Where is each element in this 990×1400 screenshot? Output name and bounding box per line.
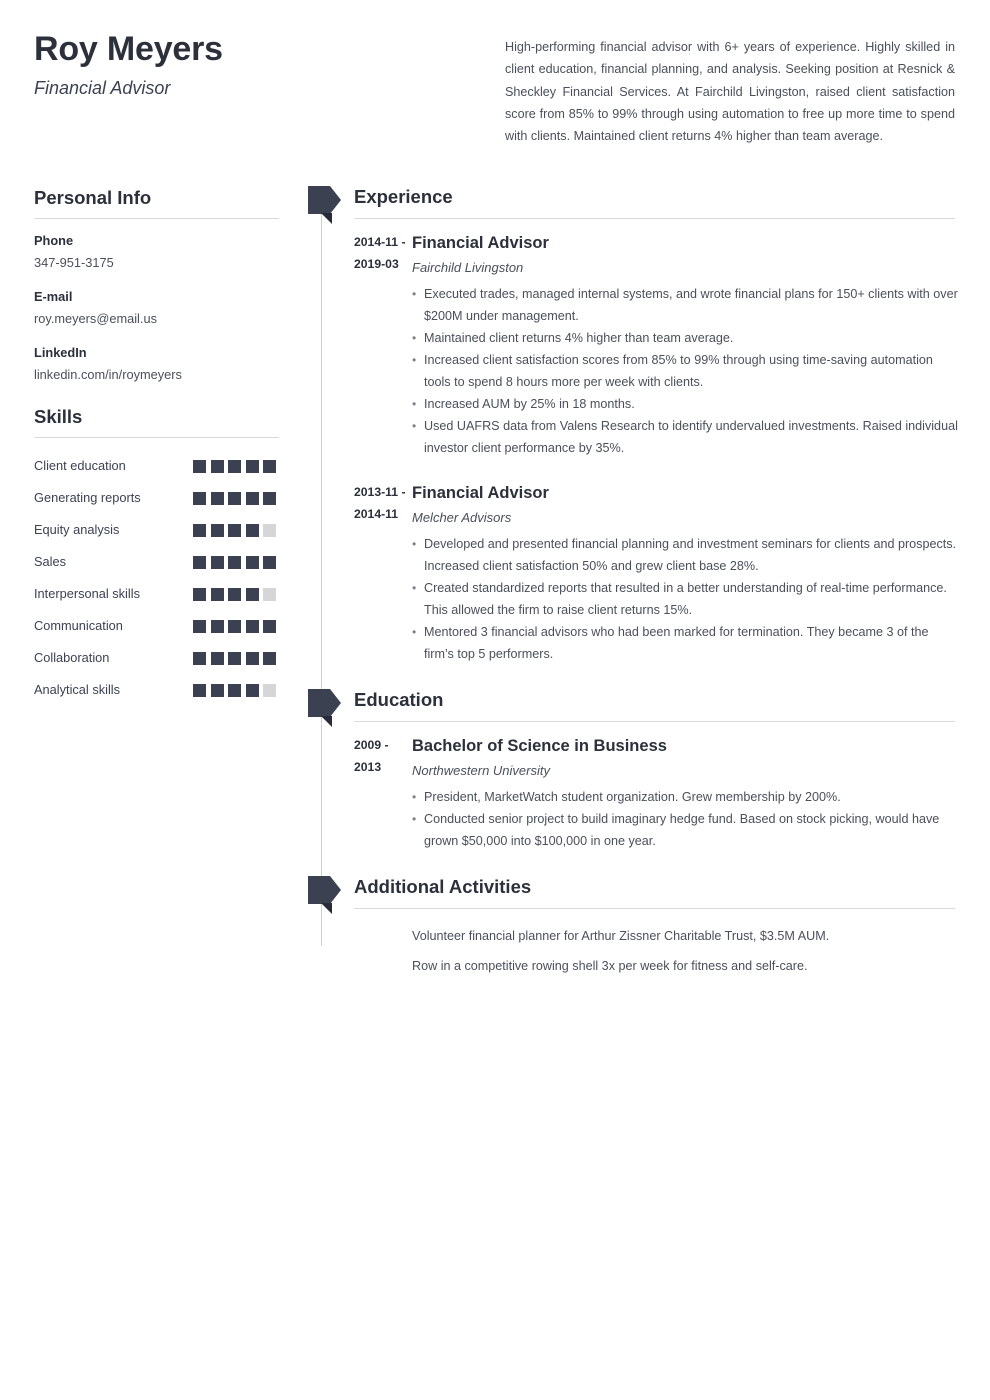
rating-square-filled (211, 620, 224, 633)
skill-row (34, 578, 279, 610)
entry (308, 219, 958, 459)
bullet-item: • Increased AUM by 25% in 18 months. (412, 393, 958, 415)
skill-label: Equity analysis (34, 522, 120, 537)
entry-date-end: 2019-03 (354, 257, 399, 271)
rating-square-filled (211, 684, 224, 697)
rating-square-filled (228, 556, 241, 569)
divider (34, 218, 279, 219)
skill-row (34, 546, 279, 578)
activity-line: Volunteer financial planner for Arthur Zissner Charitable Trust, $3.5M AUM. (412, 929, 830, 943)
rating-square-filled (193, 460, 206, 473)
rating-square-empty (263, 588, 276, 601)
rating-square-filled (228, 524, 241, 537)
resume-header (0, 0, 990, 180)
skills-list (34, 450, 279, 706)
entry-dates-empty (308, 921, 412, 985)
ribbon-flag-icon (308, 689, 341, 719)
rating-square-filled (211, 524, 224, 537)
page-title: Roy Meyers (34, 30, 223, 68)
activities-lines (412, 921, 958, 977)
rating-square-filled (246, 588, 259, 601)
ribbon-flag-icon (308, 876, 341, 906)
rating-square-filled (211, 652, 224, 665)
rating-square-filled (193, 684, 206, 697)
skill-row (34, 642, 279, 674)
rating-square-filled (246, 492, 259, 505)
rating-square-filled (228, 492, 241, 505)
entry-date-start: 2013-11 - (354, 485, 406, 499)
divider (34, 437, 279, 438)
skill-row (34, 514, 279, 546)
bullet-item: • Used UAFRS data from Valens Research to identify undervalued investments. Raised individual investor client performance by 35%. (412, 415, 958, 459)
rating-square-filled (263, 556, 276, 569)
rating-square-filled (228, 588, 241, 601)
personal-info-section (34, 186, 279, 385)
rating-square-filled (263, 492, 276, 505)
skill-rating (193, 460, 276, 473)
skill-rating (193, 556, 276, 569)
entry-bullets (412, 283, 958, 459)
skill-label: Communication (34, 618, 123, 633)
rating-square-filled (211, 588, 224, 601)
skill-row (34, 610, 279, 642)
bullet-item: • Increased client satisfaction scores from 85% to 99% through using time-saving automation tools to spend 8 hours more per week with clients. (412, 349, 958, 393)
entry (308, 469, 958, 665)
skill-rating (193, 492, 276, 505)
rating-square-filled (246, 556, 259, 569)
rating-square-empty (263, 524, 276, 537)
entry-date-end: 2013 (354, 760, 382, 774)
entry-date-start: 2009 - (354, 738, 389, 752)
skills-heading: Skills (34, 406, 83, 427)
skill-row (34, 482, 279, 514)
rating-square-filled (246, 524, 259, 537)
rating-square-empty (263, 684, 276, 697)
additional-activities-heading: Additional Activities (354, 876, 532, 897)
rating-square-filled (263, 620, 276, 633)
contact-label: E-mail (34, 289, 73, 304)
entry-role: Financial Advisor (412, 484, 549, 502)
rating-square-filled (228, 652, 241, 665)
rating-square-filled (193, 588, 206, 601)
education-section (308, 687, 958, 852)
skill-label: Analytical skills (34, 682, 121, 697)
contact-label: LinkedIn (34, 345, 87, 360)
rating-square-filled (246, 652, 259, 665)
skill-rating (193, 652, 276, 665)
sidebar (34, 186, 279, 706)
entry-role: Financial Advisor (412, 234, 549, 252)
skill-rating (193, 588, 276, 601)
entry-organization: Fairchild Livingston (412, 260, 524, 275)
section-header (308, 184, 958, 218)
bullet-item: • Maintained client returns 4% higher than team average. (412, 327, 958, 349)
entry-dates (308, 734, 412, 852)
contact-item-email (34, 287, 279, 329)
name-block (34, 28, 464, 101)
rating-square-filled (228, 620, 241, 633)
rating-square-filled (193, 652, 206, 665)
entry-organization: Northwestern University (412, 763, 550, 778)
entry-role: Bachelor of Science in Business (412, 737, 667, 755)
entry (308, 722, 958, 852)
bullet-item: • Conducted senior project to build imaginary hedge fund. Based on stock picking, would have grown $50,000 into $100,000 in one year. (412, 808, 958, 852)
contact-value[interactable]: 347-951-3175 (34, 255, 114, 270)
contact-value[interactable]: roy.meyers@email.us (34, 311, 157, 326)
experience-section (308, 184, 958, 665)
section-header (308, 874, 958, 908)
entry-body (412, 734, 958, 852)
skill-label: Interpersonal skills (34, 586, 140, 601)
entry-body (412, 481, 958, 665)
skill-rating (193, 524, 276, 537)
contact-label: Phone (34, 233, 74, 248)
additional-activities-section (308, 874, 958, 985)
skill-rating (193, 684, 276, 697)
rating-square-filled (193, 524, 206, 537)
rating-square-filled (211, 492, 224, 505)
activity-line: Row in a competitive rowing shell 3x per week for fitness and self-care. (412, 959, 808, 973)
skill-row (34, 450, 279, 482)
education-entries (308, 722, 958, 852)
skill-rating (193, 620, 276, 633)
personal-info-heading: Personal Info (34, 187, 152, 208)
main-content (308, 184, 958, 985)
rating-square-filled (263, 460, 276, 473)
rating-square-filled (193, 492, 206, 505)
rating-square-filled (246, 620, 259, 633)
rating-square-filled (193, 620, 206, 633)
bullet-item: • Created standardized reports that resulted in a better understanding of real-time performance. This allowed the firm to raise client returns 15%. (412, 577, 958, 621)
education-heading: Education (354, 689, 444, 710)
rating-square-filled (211, 556, 224, 569)
rating-square-filled (246, 684, 259, 697)
experience-heading: Experience (354, 186, 453, 207)
skill-label: Client education (34, 458, 126, 473)
job-title: Financial Advisor (34, 78, 171, 98)
ribbon-flag-icon (308, 186, 341, 216)
entry-dates (308, 481, 412, 665)
bullet-item: • Developed and presented financial planning and investment seminars for clients and prospects. Increased client satisfaction 50% and grew client base 28%. (412, 533, 958, 577)
skill-label: Collaboration (34, 650, 110, 665)
entry-organization: Melcher Advisors (412, 510, 512, 525)
entry-body (412, 231, 958, 459)
bullet-item: • Executed trades, managed internal systems, and wrote financial plans for 150+ clients with over $200M under management. (412, 283, 958, 327)
entry-dates (308, 231, 412, 459)
rating-square-filled (246, 460, 259, 473)
section-header (308, 687, 958, 721)
professional-summary: High-performing financial advisor with 6+ years of experience. Highly skilled in client education, financial planning, and analysis. Seeking position at Resnick & Sheckley Financial Services. At Fairchild Livingston, raised client satisfaction score from 85% to 99% through using automation to free up more time to spend with clients. Maintained client returns 4% higher than team average. (505, 40, 955, 144)
contact-item-linkedin (34, 343, 279, 385)
rating-square-filled (228, 684, 241, 697)
rating-square-filled (263, 652, 276, 665)
rating-square-filled (228, 460, 241, 473)
bullet-item: • President, MarketWatch student organization. Grew membership by 200%. (412, 786, 958, 808)
rating-square-filled (211, 460, 224, 473)
entry-date-start: 2014-11 - (354, 235, 406, 249)
skill-row (34, 674, 279, 706)
experience-entries (308, 219, 958, 665)
skill-label: Generating reports (34, 490, 141, 505)
rating-square-filled (193, 556, 206, 569)
skills-section (34, 405, 279, 706)
activities-entry (308, 909, 958, 985)
bullet-item: • Mentored 3 financial advisors who had been marked for termination. They became 3 of the firm’s top 5 performers. (412, 621, 958, 665)
entry-date-end: 2014-11 (354, 507, 399, 521)
contact-value[interactable]: linkedin.com/in/roymeyers (34, 367, 182, 382)
skill-label: Sales (34, 554, 67, 569)
entry-bullets (412, 786, 958, 852)
entry-bullets (412, 533, 958, 665)
contact-item-phone (34, 231, 279, 273)
